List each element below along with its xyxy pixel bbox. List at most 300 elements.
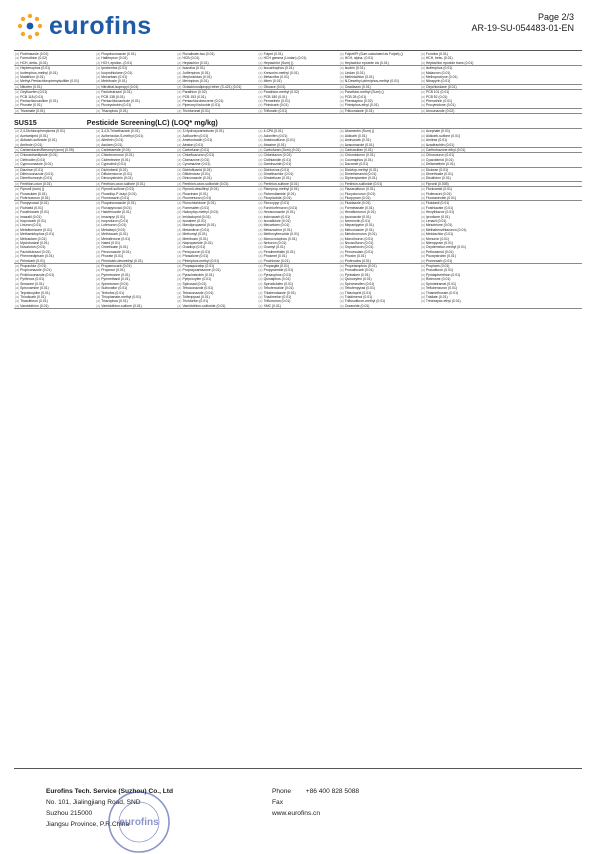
analyte-name: Isazofos (0.01): [182, 66, 205, 71]
analyte-name: Malaoxon (0.01): [425, 70, 451, 75]
analyte-cell: (a)Oxydemeton-methyl (0.01): [420, 245, 466, 250]
analyte-name: Iprodione (0.01): [425, 214, 450, 219]
analyte-cell: (a)Ametoctradin (0.01): [177, 138, 213, 143]
analyte-cell: (a)Dicloran (0.01): [420, 167, 449, 172]
analyte-name: Novaluron (0.01): [20, 245, 46, 250]
analyte-name: Flubendiamide (0.01): [263, 191, 296, 196]
analyte-name: Cyprodinil (0.01): [101, 162, 127, 167]
analyte-cell: (a)N-Desethyl-pirimiphos-methyl (0.01): [339, 79, 399, 84]
analyte-cell: (a)Fluroxypyr (0.01): [258, 201, 290, 206]
analyte-name: Promecarb (0.01): [425, 258, 453, 263]
analyte-name: Pirimicarb (0.01): [20, 258, 46, 263]
analyte-name: Pentachloroaniline (0.01): [20, 99, 58, 104]
analyte-cell: (a)Pymetrozine (0.01): [96, 272, 130, 277]
analyte-cell: (a)Dimethachlor (0.01): [258, 171, 294, 176]
analyte-name: Dinotefuran (0.01): [263, 176, 291, 181]
analyte-name: Propaquizafop (0.01): [182, 264, 215, 269]
analyte-cell: (a)HCB (0.01): [177, 56, 200, 61]
analyte-name: Picoxystrobin (0.01): [425, 254, 456, 259]
analyte-name: Triflusulfuron-methyl (0.01): [344, 299, 386, 304]
analyte-cell: (a)Fluopicolide (0.01): [258, 195, 292, 200]
analyte-name: Halofenozide (0.01): [101, 210, 131, 215]
analyte-name: Pentachloroanisole (0.01): [101, 99, 140, 104]
analyte-cell: (a)PCB 138 (0.01): [96, 94, 125, 99]
analyte-cell: (a)Oxamyl (0.01): [258, 245, 285, 250]
analyte-name: Metacrifos (0.01): [263, 75, 290, 80]
analyte-name: Phorate (0.01): [101, 254, 123, 259]
analyte-name: Flonicamid (0.01): [425, 187, 453, 192]
analyte-cell: (a)Spiromesifen (0.01): [339, 281, 375, 286]
analyte-name: Permethrin (0.01): [263, 99, 290, 104]
analyte-cell: (a)Coumaphos (0.01): [339, 157, 373, 162]
analyte-name: Oxadixyl (0.01): [182, 245, 206, 250]
fax-label: Fax: [272, 799, 283, 806]
analyte-name: Ivermectin (0.01): [344, 219, 371, 223]
analyte-name: Imazalil (0.01): [20, 214, 42, 219]
analyte-name: Clothianidin (0.01): [263, 157, 292, 162]
analyte-name: Dazomet (0.01): [344, 162, 369, 167]
analyte-cell: (a)Tetraconazole (0.01): [177, 290, 214, 295]
analyte-name: Dimethomorph (0.01): [20, 176, 53, 181]
analyte-name: Isoproturon (0.01): [101, 219, 129, 223]
analyte-name: Chlorbromuron (0.01): [101, 153, 134, 158]
analyte-cell: (a)Triadimefon (0.01): [258, 294, 292, 299]
analyte-name: Metribuzin (0.01): [182, 236, 208, 241]
analyte-name: Propamocarb (0.01): [101, 264, 132, 269]
analyte-cell: (a)Chlorbromuron (0.01): [96, 153, 134, 158]
analyte-cell: (a)Sulfoxaflor (0.01): [96, 286, 128, 291]
analyte-cell: (a)4-CPA (0.01): [258, 129, 283, 134]
analyte-cell: (a)Acephate (0.01): [420, 129, 450, 134]
analyte-cell: (a)Formetanate (0.01): [339, 205, 374, 210]
analyte-cell: (a)Pirimicarb-desmethyl (0.01): [96, 258, 143, 263]
analyte-cell: (a)Dimethenamid (0.01): [339, 171, 377, 176]
analyte-name: Flutolanil (0.01): [425, 201, 450, 206]
analyte-name: Halfenprox (0.01): [101, 56, 128, 61]
analyte-name: Paclobutrazol (0.01): [101, 90, 132, 95]
analyte-cell: (a)Mepanipyrim (0.01): [339, 223, 374, 228]
analyte-cell: (a)Fluopyroxad (0.01): [15, 201, 49, 206]
analyte-name: HCB (0.01): [182, 56, 200, 61]
analyte-name: Dimoxystrobin (0.01): [101, 176, 133, 181]
analyte-name: XMC (0.01): [263, 303, 281, 308]
analyte-cell: (a)Amitrole (0.01): [15, 142, 43, 147]
analyte-cell: (a)Pirimiphos-methyl (0.01): [177, 258, 220, 263]
analyte-cell: (a)Triazophos (0.01): [96, 299, 128, 304]
analyte-name: Linuron (0.01): [20, 223, 42, 228]
analyte-cell: (a)Acetamiprid (0.01): [15, 133, 48, 138]
analyte-name: Isofenphos-methyl (0.01): [20, 70, 58, 75]
analyte-cell: (a)Pyrazophos (0.01): [258, 272, 292, 277]
report-number: AR-19-SU-054483-01-EN: [471, 23, 574, 33]
analyte-name: Flumioxazin (0.01): [101, 195, 130, 200]
analyte-name: Pentachlorobenzene (0.01): [182, 99, 224, 104]
analyte-cell: (a)Acibenzolar-S-methyl (0.01): [96, 133, 144, 138]
analyte-name: Fipronil-sulfone (0.01): [101, 187, 135, 192]
analyte-cell: (a)Tebufenozide (0.01): [258, 286, 294, 291]
analyte-cell: (a)Fluopyram (0.01): [339, 195, 371, 200]
analyte-cell: (a)Isofenphos-methyl (0.01): [15, 70, 58, 75]
analyte-cell: (a)Isoxaflutole (0.01): [258, 219, 291, 223]
analyte-name: Pyridaphenthion (0.01): [425, 272, 461, 277]
analyte-cell: (a)Diclofop-methyl (0.01): [339, 167, 378, 172]
analyte-cell: (a)Methamidophos (0.01): [15, 232, 55, 237]
analyte-cell: (a)Flonicamid (0.01): [420, 187, 453, 192]
analyte-name: Deltamethrin (0.01): [425, 162, 455, 167]
analyte-cell: (a)2,4-Dichlorophenylurea (0.01): [15, 129, 66, 134]
analyte-cell: (a)Mephosfolan (0.01): [177, 75, 212, 80]
analyte-name: Pirimiphos-methyl (0.01): [182, 258, 220, 263]
analyte-cell: (a)Methoprotryne (0.01): [420, 75, 458, 80]
website: www.eurofins.cn: [272, 810, 321, 817]
analyte-name: Paclobutrazol (0.01): [20, 249, 51, 254]
analyte-name: Metrafenone (0.01): [101, 236, 131, 241]
analyte-cell: (a)Omethoate (0.01): [96, 245, 128, 250]
analyte-cell: (a)Folpet (0.01): [258, 52, 283, 56]
analyte-cell: (a)Vamidothion (0.01): [15, 303, 49, 308]
analyte-name: Clofentezine (0.01): [101, 157, 130, 162]
analyte-name: Triadimefon (0.01): [263, 294, 292, 299]
analyte-cell: (a)Asulam (0.01): [96, 142, 123, 147]
analyte-name: Tebufenpyrad (0.01): [344, 286, 376, 291]
analyte-cell: (a)Triflusulfuron-methyl (0.01): [339, 299, 386, 304]
analyte-name: Fenthion-oxon-sulfone (0.01): [101, 181, 145, 186]
analyte-name: Jodfenphos (0.01): [182, 70, 210, 75]
analyte-cell: (a)Azaconazole (0.01): [339, 142, 374, 147]
analyte-name: Trichloronat (0.01): [182, 108, 211, 113]
analyte-cell: (a)Phosmet (0.01): [258, 254, 287, 259]
analyte-cell: (a)Profenofos (0.01): [339, 258, 371, 263]
analyte-cell: (a)Imidacloprid (0.01): [177, 214, 211, 219]
analyte-cell: (a)Fipronil (0.005): [420, 181, 449, 186]
analyte-row-group: [14, 66, 582, 85]
analyte-cell: (a)Nitrapyrin (0.01): [420, 79, 451, 84]
analyte-name: Fluxapyroxad (0.01): [101, 205, 132, 210]
analyte-name: Mepanipyrim (0.01): [344, 223, 374, 228]
analyte-name: Abamectin (Sum) (): [344, 129, 375, 134]
analyte-cell: (a)Carfentrazone-ethyl (0.01): [420, 147, 466, 152]
analyte-name: Clomazone (0.01): [182, 157, 210, 162]
analyte-name: Spirotetramat (0.01): [425, 281, 457, 286]
analyte-cell: (a)Deltamethrin (0.01): [420, 162, 455, 167]
analyte-row-group: [14, 168, 582, 182]
analyte-cell: (a)Pyridaphenthion (0.01): [420, 272, 461, 277]
analyte-name: Flutrimazole (0.01): [20, 52, 49, 56]
analyte-cell: (a)Tolfenpyrad (0.01): [177, 294, 210, 299]
analyte-name: HCH, delta- (0.01): [20, 60, 48, 65]
analyte-cell: (a)Parathion-methyl (0.02): [258, 90, 300, 95]
analyte-name: Metribuzin (0.01): [101, 79, 127, 84]
analyte-cell: (a)Allethrin (0.01): [96, 138, 124, 143]
analyte-cell: (a)Flutriafol (0.01): [15, 205, 43, 210]
analyte-name: Diflufenican (0.01): [182, 171, 210, 176]
analyte-cell: (a)Mandipropamid (0.01): [177, 223, 216, 228]
analyte-name: Nitrothal-isopropyl (0.01): [101, 84, 139, 89]
page-footer: [0, 786, 596, 846]
analyte-name: Vamidothion-sulfone (0.01): [101, 303, 142, 308]
analyte-name: Acibenzolar-S-methyl (0.01): [101, 133, 144, 138]
analyte-cell: (a)Pendimethalin (0.01): [258, 249, 295, 254]
analyte-cell: (a)Clomazone (0.01): [177, 157, 210, 162]
analyte-cell: (a)Prochloraz (0.01): [258, 258, 290, 263]
analyte-cell: (a)Prothioconazole (0.01): [15, 272, 55, 277]
analyte-cell: (a)Trichlorfon (0.01): [177, 299, 209, 304]
analyte-cell: (a)Pyrimethanil (0.01): [96, 277, 130, 282]
analyte-name: Trizamate (0.01): [20, 108, 45, 113]
analyte-cell: (a)Mecarbam (0.01): [96, 75, 128, 80]
analyte-cell: (a)Metolachlor (0.01): [420, 232, 454, 237]
analyte-name: Monolinuron (0.01): [344, 236, 374, 241]
analyte-cell: (a)Dimethomorph (0.01): [15, 176, 53, 181]
analyte-cell: (a)Cyromazine (0.01): [177, 162, 211, 167]
analyte-name: Thiophanate-methyl (0.01): [101, 294, 142, 299]
analyte-cell: (a)XMC (0.01): [258, 303, 281, 308]
analyte-name: HCH, alpha- (0.01): [344, 56, 374, 61]
company-seal: [107, 790, 171, 854]
analyte-name: Dichlorvos (0.01): [263, 167, 290, 172]
analyte-name: Mandipropamid (0.01): [182, 223, 216, 228]
analyte-cell: (a)Phenmedipham (0.01): [15, 254, 54, 259]
analyte-name: Mevinphos (0.01): [182, 79, 209, 84]
analyte-name: Difenoconazole (0.01): [20, 171, 54, 176]
section-heading: [14, 114, 582, 129]
analyte-cell: (a)Florasulam (0.01): [15, 191, 47, 196]
analyte-cell: (a)Dichlofluanid (0.01): [177, 167, 212, 172]
analyte-name: Furathiocarb (0.01): [20, 210, 49, 215]
analyte-name: Trichlorfon (0.01): [182, 299, 209, 304]
analyte-name: Monocrotophos (0.01): [263, 236, 297, 241]
analyte-name: Flazasulfuron (0.01): [344, 187, 375, 192]
analyte-name: HCH, beta- (0.01): [425, 56, 453, 61]
analyte-cell: (a)Myclobutanil (0.01): [15, 241, 49, 246]
analyte-name: 3-Hydroxycarbofuran (0.01): [182, 129, 224, 134]
analyte-cell: (a)Uniconazole (0.02): [420, 108, 455, 113]
analyte-cell: (a)Flurochloridone (0.01): [177, 201, 216, 206]
analyte-name: Forchlorfenuron (0.01): [263, 205, 298, 210]
analyte-name: Spiromesifen (0.01): [344, 281, 375, 286]
analyte-cell: (a)Triasulfuron (0.01): [15, 299, 48, 304]
footer-divider: [14, 768, 582, 769]
analyte-name: Lindan (0.01): [344, 70, 365, 75]
analyte-cell: (a)Azadirachtin (0.01): [420, 142, 455, 147]
analyte-row-group: [14, 201, 582, 264]
analyte-cell: (a)Phoxim (0.01): [339, 254, 366, 259]
analyte-name: Formetanate (0.01): [344, 205, 374, 210]
analyte-cell: (a)Pentachlorobenzene (0.01): [177, 99, 224, 104]
analyte-cell: (a)Isoxaben (0.01): [177, 219, 206, 223]
analyte-name: Teflubenzuron (0.01): [425, 286, 457, 291]
analyte-cell: (a)Pentachloroanisole (0.01): [96, 99, 140, 104]
analyte-cell: (a)Spirotetramat (0.01): [420, 281, 457, 286]
analyte-name: Octachlorodipropyl ether (S-421) (0.01): [182, 84, 242, 89]
analyte-cell: (a)Fluquinconazole (0.01): [96, 201, 136, 206]
analyte-cell: (a)Forchlorfenuron (0.01): [258, 205, 298, 210]
analyte-name: Heptachlor (0.01): [182, 60, 209, 65]
analyte-cell: (a)Carbosulfan (0.01): [339, 147, 373, 152]
analyte-name: Mesotrione (0.01): [425, 223, 453, 228]
analyte-cell: (a)Furathiocarb (0.01): [15, 210, 49, 215]
analyte-cell: (a)Pyraclostrobin (0.01): [177, 272, 214, 277]
analyte-cell: (a)Mevinphos (0.01): [177, 79, 209, 84]
analyte-cell: (a)Propoxycarbazone (0.01): [177, 268, 221, 273]
analyte-cell: (a)Prosulfocarb (0.01): [339, 268, 374, 273]
analyte-name: Iprobenfos (0.01): [101, 66, 128, 71]
analyte-name: Cyproconazole (0.01): [20, 162, 53, 167]
analyte-cell: (a)Monocrotophos (0.01): [258, 236, 297, 241]
analyte-cell: (a)Propachlor (0.01): [15, 264, 47, 269]
analyte-name: Penoxsulam (0.01): [344, 249, 374, 254]
analyte-cell: (a)Folpet/Pt (Sum calculated as Folpet) (): [339, 52, 403, 56]
analyte-cell: (a)Imazapyr (0.01): [96, 214, 126, 219]
analyte-name: Fipronil (0.005): [425, 181, 449, 186]
analyte-name: Propyzamide (0.01): [263, 268, 294, 273]
analyte-name: Lenacil (0.01): [425, 219, 447, 223]
analyte-cell: (a)PCB 101 (0.01): [420, 90, 450, 95]
analyte-cell: (a)Monuron (0.01): [420, 236, 450, 241]
analyte-name: Pyriproxyfen (0.01): [182, 277, 212, 282]
analyte-cell: (a)Amitraz (0.01): [420, 138, 448, 143]
analyte-name: Rotenone (0.01): [425, 277, 451, 282]
analyte-name: Nitrapyrin (0.01): [425, 79, 451, 84]
analyte-cell: (a)Methomyl (0.01): [177, 232, 207, 237]
analyte-cell: (a)Triflumuron (0.01): [258, 299, 291, 304]
analyte-name: Isoxaflutole (0.01): [263, 219, 291, 223]
analyte-cell: (a)HCH, alpha- (0.01): [339, 56, 374, 61]
analyte-cell: (a)Rotenone (0.01): [420, 277, 451, 282]
analyte-cell: (a)PCB 28 (0.01): [339, 94, 367, 99]
analyte-cell: (a)Permethrin (0.01): [258, 99, 290, 104]
analyte-name: Napropamide (0.01): [182, 241, 213, 246]
analyte-name: Metalaxyl (0.01): [101, 227, 126, 232]
analyte-cell: (a)Spinosad (0.01): [177, 281, 207, 286]
analyte-cell: (a)Dinotefuran (0.01): [258, 176, 291, 181]
page-header: [0, 0, 596, 44]
analyte-name: Pyrifenox (0.01): [20, 277, 45, 282]
analyte-name: N-Desethyl-pirimiphos-methyl (0.01): [344, 79, 399, 84]
analyte-cell: (a)Heptenophos (0.01): [15, 66, 51, 71]
analyte-name: PCB 118 (0.01): [20, 94, 44, 99]
analyte-name: Metamitron (0.01): [182, 227, 210, 232]
analyte-name: Aminocarb (0.01): [344, 138, 371, 143]
analyte-cell: (a)Methiocarb (0.01): [96, 232, 128, 237]
analyte-name: Indoxacarb (0.01): [263, 214, 291, 219]
analyte-cell: (a)Metosulam (0.01): [15, 236, 47, 241]
analyte-cell: (a)Fluometuron (0.01): [177, 195, 212, 200]
analyte-name: PCB 138 (0.01): [101, 94, 125, 99]
analyte-name: Profenofos (0.01): [344, 258, 371, 263]
analyte-name: Imidacloprid (0.01): [182, 214, 211, 219]
analyte-name: 2,4-Dichlorophenylurea (0.01): [20, 129, 66, 134]
analyte-name: Oxychlordane (0.01): [425, 84, 457, 89]
analyte-name: Simazine (0.01): [20, 281, 44, 286]
phone-label: Phone: [272, 788, 292, 795]
analyte-cell: (a)Parathion (0.02): [177, 90, 207, 95]
analyte-cell: (a)Hexythiazox (0.01): [420, 210, 455, 215]
analyte-cell: (a)Disulfoton (0.01): [420, 176, 451, 181]
analyte-cell: (a)Flutrimazole (0.01): [15, 52, 49, 56]
analyte-name: Atraton (0.01): [182, 142, 204, 147]
analyte-name: Dimethachlor (0.01): [263, 171, 294, 176]
analyte-name: Uniconazole (0.02): [425, 108, 455, 113]
analyte-cell: (a)Fenthion-oxon-sulfoxide (0.01): [177, 181, 229, 186]
analyte-cell: (a)Propamocarb (0.01): [96, 264, 132, 269]
analyte-name: Phosmet (0.01): [263, 254, 287, 259]
analyte-cell: (a)PCB 153 (0.01): [177, 94, 206, 99]
analyte-cell: (a)Aldicarb-sulfone (0.01): [420, 133, 460, 138]
analyte-cell: (a)Nicosulfuron (0.01): [339, 241, 374, 246]
analyte-cell: (a)Indoxacarb (0.01): [258, 214, 291, 219]
analyte-name: Fluoxastrobin (0.01): [425, 195, 457, 200]
analyte-cell: (a)Flamprop-methyl (0.01): [258, 187, 299, 192]
analyte-cell: (a)Cyproconazole (0.01): [15, 162, 53, 167]
analyte-cell: (a)Spinetoram (0.01): [96, 281, 129, 286]
analyte-cell: (a)Linuron (0.01): [15, 223, 42, 228]
analyte-name: Folpet/Pt (Sum calculated as Folpet) (): [344, 52, 403, 56]
analyte-cell: (a)Piperonyl butoxide (0.01): [177, 103, 221, 108]
analyte-cell: (a)Carbofuran (Sum) (0.01): [258, 147, 301, 152]
analyte-cell: (a)Lenacil (0.01): [420, 219, 447, 223]
analyte-name: Methidathion (0.01): [344, 75, 374, 80]
analyte-cell: (a)Iprodione (0.01): [420, 214, 450, 219]
analyte-cell: (a)Triazophos (0.01): [96, 108, 128, 113]
analyte-cell: [420, 304, 501, 308]
analyte-name: Flurochloridone (0.01): [182, 201, 216, 206]
analyte-name: Carfentrazone-ethyl (0.01): [425, 147, 466, 152]
analyte-cell: (a)HCH, epsilon- (0.01): [96, 60, 133, 65]
analyte-cell: (a)Oxycarboxin (0.01): [339, 245, 374, 250]
analyte-cell: (a)Carbofuran (0.01): [177, 147, 210, 152]
analyte-cell: (a)Fipronil-desulfinyl (0.01): [177, 187, 219, 192]
analyte-name: Spinetoram (0.01): [101, 281, 129, 286]
analyte-name: Amitraz (0.01): [425, 138, 448, 143]
analyte-name: PCB 52 (0.01): [425, 94, 448, 99]
analyte-name: Fenthion-oxon-sulfoxide (0.01): [182, 181, 229, 186]
analyte-name: Terbufos (0.01): [101, 290, 125, 295]
analyte-name: Dimethoate (0.01): [425, 171, 453, 176]
analyte-name: Fluopicolide (0.01): [263, 195, 292, 200]
analyte-name: Dichlofluanid (0.01): [182, 167, 212, 172]
analyte-name: 4-CPA (0.01): [263, 129, 283, 134]
analyte-name: Dicloran (0.01): [425, 167, 449, 172]
analyte-cell: (a)Promecarb (0.01): [420, 258, 453, 263]
analyte-cell: (a)Cyprodinil (0.01): [96, 162, 127, 167]
analyte-cell: (a)Dichlorvos (0.01): [258, 167, 290, 172]
analyte-name: Diazinon (0.01): [20, 167, 44, 172]
analyte-name: 3,4,5-Trimethacarb (0.01): [101, 129, 140, 134]
logo-text: eurofins: [49, 12, 152, 40]
analyte-cell: (a)Spiroxamine (0.01): [15, 286, 49, 291]
analyte-name: Isodrin (0.01): [344, 66, 365, 71]
analyte-name: Hexythiazox (0.01): [425, 210, 455, 215]
analyte-cell: (a)Octachlorodipropyl ether (S-421) (0.01): [177, 84, 242, 89]
analyte-cell: [501, 254, 582, 258]
analyte-cell: (a)Atrazine (0.01): [258, 142, 286, 147]
analyte-name: Amitrole (0.01): [20, 142, 43, 147]
section-title: Pesticide Screening(LC) (LOQ* mg/kg): [86, 118, 218, 128]
analyte-name: Chlorotoluron (0.01): [344, 153, 375, 158]
analyte-name: Tolfenpyrad (0.01): [182, 294, 210, 299]
analyte-cell: (a)Carbendazim/Benomyl (sum) (0.05): [15, 147, 74, 152]
analyte-name: Hexaflumuron (0.01): [344, 210, 376, 215]
analyte-cell: (a)Chlorotoluron (0.01): [339, 153, 375, 158]
analyte-name: Neburon (0.01): [263, 241, 287, 246]
analyte-cell: (a)Spirodiclofen (0.01): [258, 281, 293, 286]
analyte-grid: [14, 52, 582, 309]
analyte-name: Acifluorfen (0.01): [182, 133, 209, 138]
analyte-name: Fluometuron (0.01): [182, 195, 212, 200]
analyte-cell: (a)Trichloronat (0.01): [177, 108, 211, 113]
analyte-name: Atrazine (0.01): [263, 142, 286, 147]
